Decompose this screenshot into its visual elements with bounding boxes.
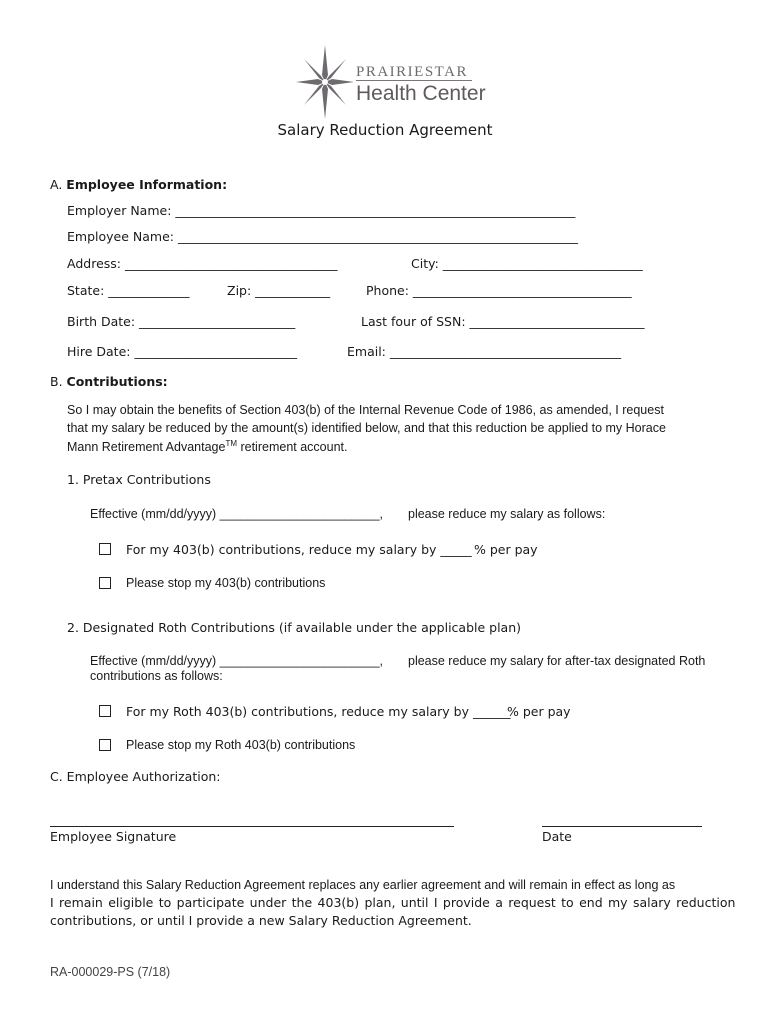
pretax-stop-option-text: Please stop my 403(b) contributions [126, 576, 326, 590]
pretax-per-pay-text: % per pay [474, 542, 538, 557]
checkbox-icon [99, 577, 111, 589]
form-code: RA-000029-PS (7/18) [50, 965, 171, 979]
date-line[interactable] [542, 826, 702, 827]
roth-contributions-label: 2. Designated Roth Contributions (if available under the applicable plan) [67, 620, 522, 635]
roth-effective-date-field[interactable]: Effective (mm/dd/yyyy) _______________________, [90, 654, 384, 668]
employer-name-field[interactable]: Employer Name: ________________________________________________________________ [67, 203, 576, 218]
closing-paragraph-line1: I understand this Salary Reduction Agreement replaces any earlier agreement and will remain in effect as long as [50, 878, 676, 892]
section-a-prefix: A. [50, 177, 63, 192]
section-a-heading [50, 177, 227, 192]
signature-label: Employee Signature [50, 829, 177, 844]
birth-date-field[interactable]: Birth Date: _________________________ [67, 314, 296, 329]
section-b-heading [50, 374, 168, 389]
paragraph-end: retirement account. [237, 440, 348, 455]
closing-paragraph-line2: I remain eligible to participate under the 403(b) plan, until I provide a request to end my salary reduction [50, 895, 736, 910]
roth-effective-text: please reduce my salary for after-tax designated Roth [408, 654, 706, 668]
pretax-reduce-option-text[interactable]: For my 403(b) contributions, reduce my salary by _____ [126, 542, 472, 557]
phone-field[interactable]: Phone: ___________________________________ [366, 283, 632, 298]
section-a-title: Employee Information: [66, 177, 228, 192]
contributions-paragraph-line3 [67, 439, 347, 454]
contributions-paragraph-line1: So I may obtain the benefits of Section 403(b) of the Internal Revenue Code of 1986, as amended, I request [67, 403, 664, 417]
state-field[interactable]: State: _____________ [67, 283, 190, 298]
roth-effective-text-continued: contributions as follows: [90, 669, 223, 683]
employee-name-field[interactable]: Employee Name: ________________________________________________________________ [67, 229, 578, 244]
pretax-reduce-checkbox[interactable] [99, 543, 111, 558]
city-field[interactable]: City: ________________________________ [411, 256, 643, 271]
pretax-effective-text: please reduce my salary as follows: [408, 507, 606, 521]
logo-text-health-center: Health Center [356, 82, 486, 105]
checkbox-icon [99, 705, 111, 717]
roth-stop-checkbox[interactable] [99, 739, 111, 754]
section-b-prefix: B. [50, 374, 63, 389]
closing-paragraph-line3: contributions, or until I provide a new Salary Reduction Agreement. [50, 913, 472, 928]
signature-line[interactable] [50, 826, 454, 827]
date-label: Date [542, 829, 572, 844]
page-title: Salary Reduction Agreement [277, 121, 493, 139]
logo-text-prairiestar: PRAIRIESTAR [356, 64, 468, 80]
pretax-stop-checkbox[interactable] [99, 577, 111, 592]
address-field[interactable]: Address: __________________________________ [67, 256, 338, 271]
prairiestar-star-logo-icon [296, 45, 354, 119]
checkbox-icon [99, 739, 111, 751]
roth-per-pay-text: % per pay [507, 704, 571, 719]
email-field[interactable]: Email: _____________________________________ [347, 344, 622, 359]
roth-stop-option-text: Please stop my Roth 403(b) contributions [126, 738, 356, 752]
ssn-field[interactable]: Last four of SSN: ____________________________ [361, 314, 645, 329]
roth-reduce-checkbox[interactable] [99, 705, 111, 720]
pretax-contributions-label: 1. Pretax Contributions [67, 472, 211, 487]
section-c-heading: C. Employee Authorization: [50, 769, 221, 784]
logo-divider [356, 80, 472, 81]
roth-reduce-option-text[interactable]: For my Roth 403(b) contributions, reduce my salary by ______ [126, 704, 511, 719]
pretax-effective-date-field[interactable]: Effective (mm/dd/yyyy) _______________________, [90, 507, 384, 521]
retirement-product-name: Mann Retirement Advantage [67, 440, 226, 455]
section-b-title: Contributions: [66, 374, 168, 389]
trademark-mark: TM [225, 439, 237, 448]
zip-field[interactable]: Zip: ____________ [227, 283, 331, 298]
checkbox-icon [99, 543, 111, 555]
hire-date-field[interactable]: Hire Date: __________________________ [67, 344, 297, 359]
contributions-paragraph-line2: that my salary be reduced by the amount(s) identified below, and that this reduction be applied to my Horace [67, 421, 666, 435]
